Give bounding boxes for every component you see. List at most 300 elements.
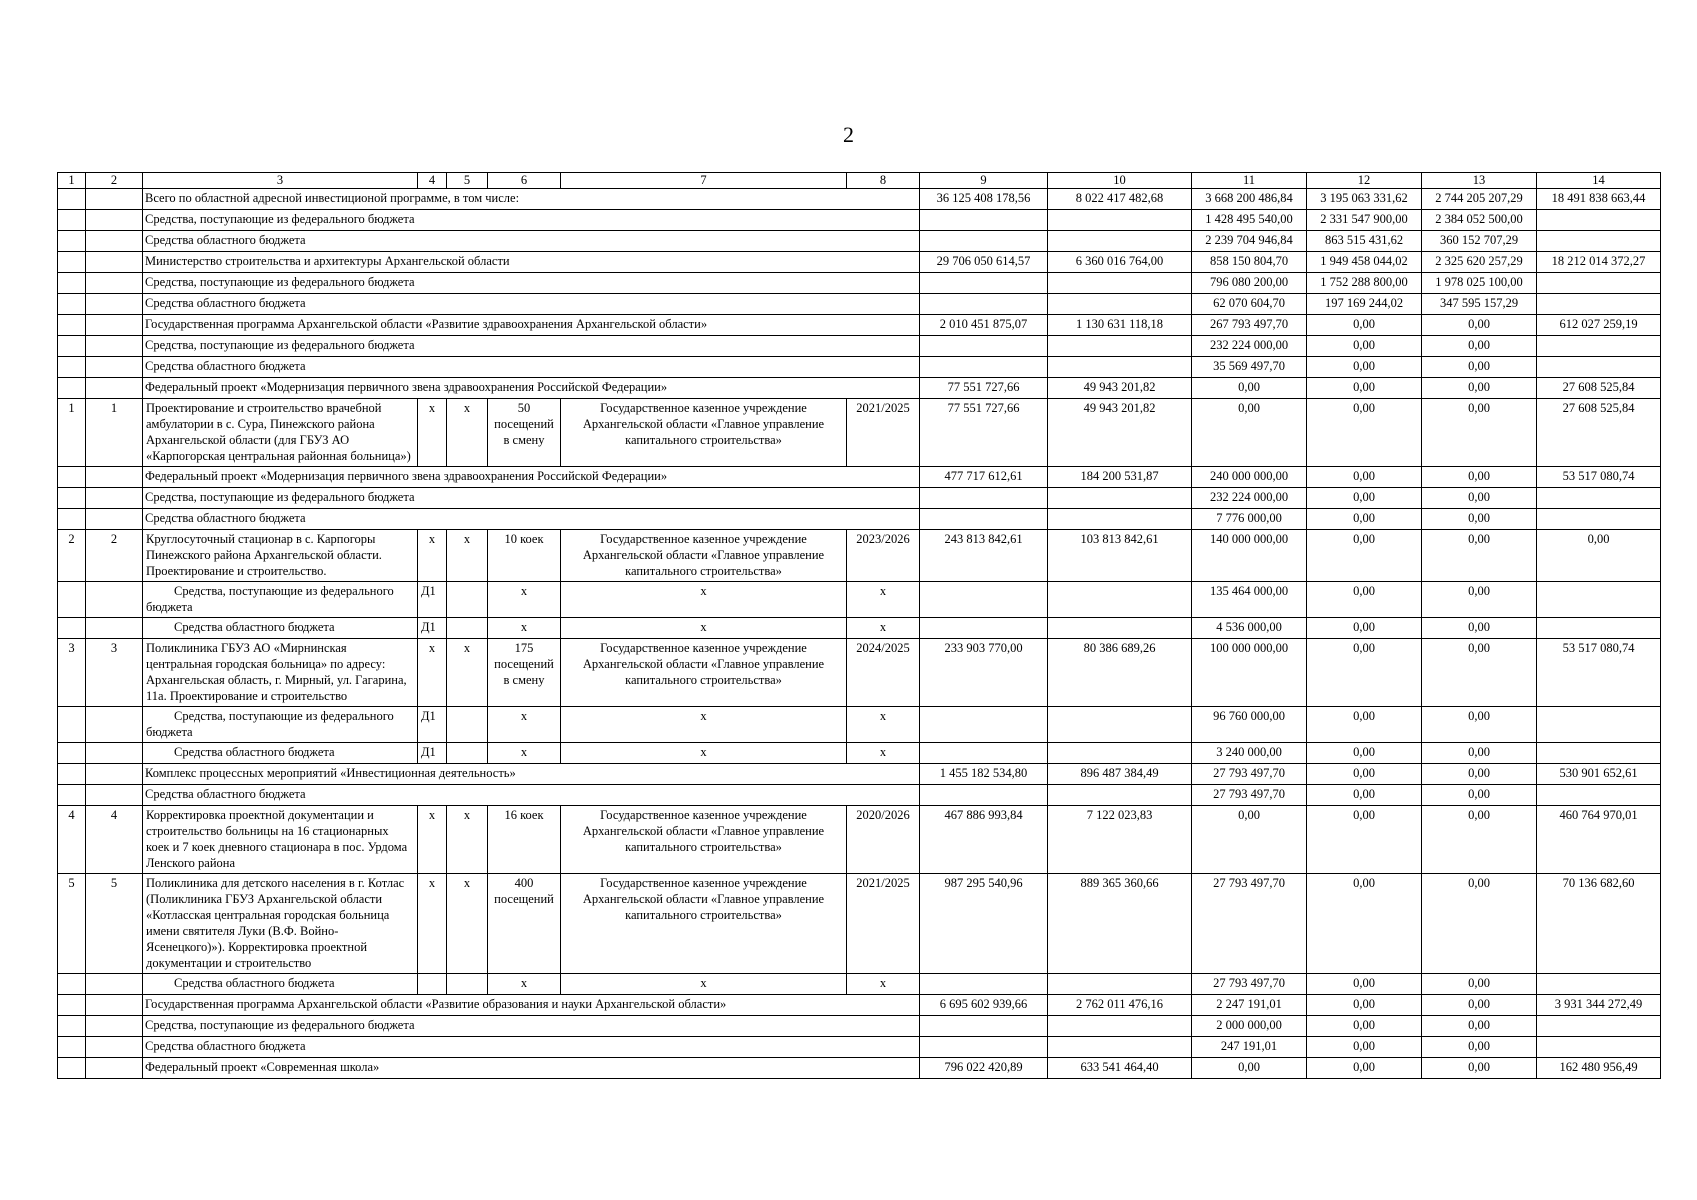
column-number-header: 7 [561,173,847,189]
summary-label: Средства, поступающие из федерального бюджета [143,1016,920,1037]
amount-cell: 6 360 016 764,00 [1048,252,1192,273]
amount-cell: 96 760 000,00 [1192,707,1307,743]
empty-cell [86,764,143,785]
amount-cell: 796 022 420,89 [920,1058,1048,1079]
summary-row [58,764,1661,785]
column-number-header: 13 [1422,173,1537,189]
object-row [58,399,1661,467]
customer-cell: Государственное казенное учреждение Архангельской области «Главное управление капитального строительства» [561,399,847,467]
object-number: 1 [86,399,143,467]
amount-cell: 7 776 000,00 [1192,509,1307,530]
amount-cell: 1 130 631 118,18 [1048,315,1192,336]
amount-cell: 3 931 344 272,49 [1537,995,1661,1016]
summary-row [58,252,1661,273]
capacity-cell: 16 коек [488,806,561,874]
customer-cell: х [561,974,847,995]
amount-cell [1048,210,1192,231]
empty-cell [58,315,86,336]
amount-cell: 2 000 000,00 [1192,1016,1307,1037]
amount-cell: 0,00 [1307,336,1422,357]
object-name: Круглосуточный стационар в с. Карпогоры Пинежского района Архангельской области. Проектирование и строительство. [143,530,418,582]
empty-cell [58,785,86,806]
amount-cell: 232 224 000,00 [1192,336,1307,357]
object-name: Корректировка проектной документации и строительство больницы на 16 стационарных коек и 7 коек дневного стационара в пос. Урдома Ленского района [143,806,418,874]
empty-cell [86,467,143,488]
amount-cell: 0,00 [1422,378,1537,399]
amount-cell: 0,00 [1422,707,1537,743]
amount-cell: 0,00 [1422,874,1537,974]
amount-cell: 0,00 [1307,399,1422,467]
amount-cell: 1 978 025 100,00 [1422,273,1537,294]
empty-cell [58,618,86,639]
amount-cell: 3 240 000,00 [1192,743,1307,764]
capacity-cell: х [488,618,561,639]
customer-cell: Государственное казенное учреждение Архангельской области «Главное управление капитального строительства» [561,530,847,582]
amount-cell: 77 551 727,66 [920,378,1048,399]
amount-cell: 27 793 497,70 [1192,764,1307,785]
empty-cell [86,488,143,509]
empty-cell [86,315,143,336]
period-cell: 2021/2025 [847,874,920,974]
column-number-header: 12 [1307,173,1422,189]
amount-cell: 27 608 525,84 [1537,378,1661,399]
page-number: 2 [843,122,854,147]
summary-label: Средства, поступающие из федерального бюджета [143,273,920,294]
amount-cell: 0,00 [1307,1058,1422,1079]
amount-cell [1537,210,1661,231]
amount-cell: 0,00 [1307,785,1422,806]
amount-cell [1537,785,1661,806]
amount-cell: 0,00 [1307,974,1422,995]
period-cell: х [847,707,920,743]
empty-cell [86,336,143,357]
amount-cell: 0,00 [1422,618,1537,639]
amount-cell: 0,00 [1422,806,1537,874]
period-cell: 2020/2026 [847,806,920,874]
amount-cell [920,231,1048,252]
empty-cell [58,231,86,252]
amount-cell [920,974,1048,995]
amount-cell: 27 793 497,70 [1192,785,1307,806]
amount-cell: 36 125 408 178,56 [920,189,1048,210]
amount-cell: 2 744 205 207,29 [1422,189,1537,210]
amount-cell [920,336,1048,357]
amount-cell: 0,00 [1422,974,1537,995]
amount-cell [920,1037,1048,1058]
row-number: 3 [58,639,86,707]
summary-row [58,357,1661,378]
funding-source-label: Средства областного бюджета [143,618,418,639]
summary-label: Федеральный проект «Современная школа» [143,1058,920,1079]
customer-cell: Государственное казенное учреждение Архангельской области «Главное управление капитального строительства» [561,874,847,974]
empty-cell [58,1058,86,1079]
empty-cell [58,1037,86,1058]
row-number: 4 [58,806,86,874]
customer-cell: х [561,582,847,618]
period-cell: 2021/2025 [847,399,920,467]
summary-label: Министерство строительства и архитектуры Архангельской области [143,252,920,273]
code-cell: Д1 [418,582,447,618]
amount-cell: 0,00 [1307,806,1422,874]
period-cell: 2023/2026 [847,530,920,582]
amount-cell: 863 515 431,62 [1307,231,1422,252]
empty-cell [86,743,143,764]
amount-cell [1537,488,1661,509]
amount-cell: 612 027 259,19 [1537,315,1661,336]
empty-cell [447,743,488,764]
amount-cell: 0,00 [1422,357,1537,378]
empty-cell [86,1016,143,1037]
column-number-header: 6 [488,173,561,189]
amount-cell [920,582,1048,618]
empty-cell [58,336,86,357]
amount-cell: 4 536 000,00 [1192,618,1307,639]
summary-label: Федеральный проект «Модернизация первичного звена здравоохранения Российской Федерации» [143,467,920,488]
period-cell: х [847,974,920,995]
object-name: Проектирование и строительство врачебной амбулатории в с. Сура, Пинежского района Архангельской области (для ГБУЗ АО «Карпогорская центральная районная больница») [143,399,418,467]
summary-label: Средства, поступающие из федерального бюджета [143,210,920,231]
customer-cell: Государственное казенное учреждение Архангельской области «Главное управление капитального строительства» [561,806,847,874]
summary-row [58,995,1661,1016]
customer-cell: х [561,707,847,743]
empty-cell [58,974,86,995]
summary-label: Средства областного бюджета [143,294,920,315]
object-number: 2 [86,530,143,582]
empty-cell [86,618,143,639]
empty-cell [58,995,86,1016]
amount-cell: 2 239 704 946,84 [1192,231,1307,252]
summary-row [58,315,1661,336]
amount-cell [920,707,1048,743]
summary-row [58,210,1661,231]
amount-cell [920,294,1048,315]
amount-cell: 0,00 [1307,1037,1422,1058]
summary-row [58,1016,1661,1037]
amount-cell: 0,00 [1307,995,1422,1016]
empty-cell [58,210,86,231]
amount-cell: 18 491 838 663,44 [1537,189,1661,210]
amount-cell: 7 122 023,83 [1048,806,1192,874]
investment-program-table [57,172,1661,1079]
capacity-cell: х [488,743,561,764]
amount-cell: 80 386 689,26 [1048,639,1192,707]
amount-cell: 0,00 [1307,315,1422,336]
code-cell: Д1 [418,743,447,764]
amount-cell [920,509,1048,530]
amount-cell: 1 455 182 534,80 [920,764,1048,785]
summary-row [58,378,1661,399]
amount-cell: 49 943 201,82 [1048,399,1192,467]
amount-cell: 1 428 495 540,00 [1192,210,1307,231]
amount-cell: 0,00 [1422,336,1537,357]
amount-cell: 347 595 157,29 [1422,294,1537,315]
row-number: 2 [58,530,86,582]
summary-label: Комплекс процессных мероприятий «Инвестиционная деятельность» [143,764,920,785]
amount-cell [1537,743,1661,764]
amount-cell: 135 464 000,00 [1192,582,1307,618]
empty-cell [58,1016,86,1037]
amount-cell: 0,00 [1422,764,1537,785]
capacity-cell: х [488,582,561,618]
amount-cell [1537,1037,1661,1058]
object-row [58,874,1661,974]
amount-cell [1048,1016,1192,1037]
column-number-header: 4 [418,173,447,189]
amount-cell: 243 813 842,61 [920,530,1048,582]
amount-cell: 467 886 993,84 [920,806,1048,874]
amount-cell: 0,00 [1192,1058,1307,1079]
empty-cell [86,294,143,315]
amount-cell: 2 762 011 476,16 [1048,995,1192,1016]
summary-label: Государственная программа Архангельской области «Развитие здравоохранения Архангельской области» [143,315,920,336]
customer-cell: Государственное казенное учреждение Архангельской области «Главное управление капитального строительства» [561,639,847,707]
empty-cell [58,294,86,315]
amount-cell: 0,00 [1307,488,1422,509]
empty-cell [86,509,143,530]
amount-cell: 0,00 [1192,806,1307,874]
object-name: Поликлиника ГБУЗ АО «Мирнинская центральная городская больница» по адресу: Архангельская область, г. Мирный, ул. Гагарина, 11а. Проектирование и строительство [143,639,418,707]
amount-cell: 3 668 200 486,84 [1192,189,1307,210]
empty-cell [86,189,143,210]
column-number-header: 11 [1192,173,1307,189]
funding-source-row [58,707,1661,743]
amount-cell: 100 000 000,00 [1192,639,1307,707]
amount-cell: 0,00 [1422,995,1537,1016]
amount-cell: 103 813 842,61 [1048,530,1192,582]
summary-label: Средства областного бюджета [143,509,920,530]
amount-cell: 49 943 201,82 [1048,378,1192,399]
amount-cell [920,273,1048,294]
amount-cell: 0,00 [1422,1016,1537,1037]
code-cell: х [418,639,447,707]
amount-cell: 0,00 [1422,399,1537,467]
summary-row [58,467,1661,488]
amount-cell [1537,294,1661,315]
amount-cell: 360 152 707,29 [1422,231,1537,252]
amount-cell [1048,294,1192,315]
summary-label: Государственная программа Архангельской области «Развитие образования и науки Архангельской области» [143,995,920,1016]
empty-cell [58,189,86,210]
amount-cell [1048,231,1192,252]
empty-cell [447,974,488,995]
summary-row [58,509,1661,530]
capacity-cell: 50 посещений в смену [488,399,561,467]
funding-source-label: Средства областного бюджета [143,974,418,995]
amount-cell: 0,00 [1307,378,1422,399]
empty-cell [58,488,86,509]
amount-cell: 0,00 [1307,1016,1422,1037]
column-number-header: 8 [847,173,920,189]
amount-cell: 0,00 [1307,357,1422,378]
object-number: 4 [86,806,143,874]
amount-cell [920,357,1048,378]
amount-cell: 0,00 [1307,467,1422,488]
amount-cell: 77 551 727,66 [920,399,1048,467]
amount-cell: 0,00 [1307,530,1422,582]
object-row [58,530,1661,582]
amount-cell: 6 695 602 939,66 [920,995,1048,1016]
amount-cell [1537,974,1661,995]
summary-label: Всего по областной адресной инвестиционой программе, в том числе: [143,189,920,210]
amount-cell [1048,357,1192,378]
column-number-header: 5 [447,173,488,189]
code-cell: Д1 [418,618,447,639]
empty-cell [86,252,143,273]
column-number-header: 14 [1537,173,1661,189]
amount-cell: 8 022 417 482,68 [1048,189,1192,210]
funding-source-row [58,743,1661,764]
amount-cell [1537,336,1661,357]
funding-source-label: Средства областного бюджета [143,743,418,764]
amount-cell: 2 010 451 875,07 [920,315,1048,336]
amount-cell: 2 384 052 500,00 [1422,210,1537,231]
code-cell: х [447,639,488,707]
amount-cell: 2 247 191,01 [1192,995,1307,1016]
column-number-header: 3 [143,173,418,189]
amount-cell: 0,00 [1307,764,1422,785]
customer-cell: х [561,743,847,764]
amount-cell: 0,00 [1307,618,1422,639]
empty-cell [86,995,143,1016]
period-cell: х [847,743,920,764]
empty-cell [86,378,143,399]
code-cell: х [418,530,447,582]
summary-label: Средства областного бюджета [143,231,920,252]
amount-cell: 2 325 620 257,29 [1422,252,1537,273]
amount-cell [1048,509,1192,530]
empty-cell [447,582,488,618]
amount-cell: 0,00 [1307,639,1422,707]
amount-cell: 240 000 000,00 [1192,467,1307,488]
amount-cell [1537,1016,1661,1037]
empty-cell [58,707,86,743]
amount-cell [1048,743,1192,764]
empty-cell [58,467,86,488]
amount-cell: 267 793 497,70 [1192,315,1307,336]
amount-cell: 27 608 525,84 [1537,399,1661,467]
column-number-header: 2 [86,173,143,189]
amount-cell [1537,707,1661,743]
amount-cell: 232 224 000,00 [1192,488,1307,509]
amount-cell: 530 901 652,61 [1537,764,1661,785]
empty-cell [58,509,86,530]
summary-label: Федеральный проект «Модернизация первичного звена здравоохранения Российской Федерации» [143,378,920,399]
row-number: 5 [58,874,86,974]
amount-cell: 0,00 [1307,707,1422,743]
amount-cell [920,1016,1048,1037]
code-cell: Д1 [418,707,447,743]
summary-row [58,231,1661,252]
amount-cell: 53 517 080,74 [1537,639,1661,707]
summary-row [58,189,1661,210]
object-number: 5 [86,874,143,974]
amount-cell: 18 212 014 372,27 [1537,252,1661,273]
amount-cell: 0,00 [1537,530,1661,582]
empty-cell [447,618,488,639]
object-number: 3 [86,639,143,707]
customer-cell: х [561,618,847,639]
amount-cell: 0,00 [1422,582,1537,618]
amount-cell: 3 195 063 331,62 [1307,189,1422,210]
amount-cell: 184 200 531,87 [1048,467,1192,488]
empty-cell [86,210,143,231]
amount-cell: 633 541 464,40 [1048,1058,1192,1079]
capacity-cell: 175 посещений в смену [488,639,561,707]
column-number-header: 1 [58,173,86,189]
amount-cell: 162 480 956,49 [1537,1058,1661,1079]
amount-cell: 987 295 540,96 [920,874,1048,974]
summary-row [58,273,1661,294]
amount-cell: 62 070 604,70 [1192,294,1307,315]
summary-label: Средства, поступающие из федерального бюджета [143,336,920,357]
capacity-cell: 400 посещений [488,874,561,974]
funding-source-row [58,582,1661,618]
empty-cell [58,582,86,618]
row-number: 1 [58,399,86,467]
amount-cell: 140 000 000,00 [1192,530,1307,582]
amount-cell: 53 517 080,74 [1537,467,1661,488]
amount-cell: 29 706 050 614,57 [920,252,1048,273]
capacity-cell: х [488,974,561,995]
code-cell: х [418,806,447,874]
amount-cell [1048,785,1192,806]
amount-cell: 0,00 [1422,530,1537,582]
amount-cell: 27 793 497,70 [1192,974,1307,995]
empty-cell [58,743,86,764]
amount-cell: 1 949 458 044,02 [1307,252,1422,273]
summary-label: Средства областного бюджета [143,357,920,378]
amount-cell: 247 191,01 [1192,1037,1307,1058]
amount-cell [920,785,1048,806]
amount-cell: 0,00 [1422,509,1537,530]
empty-cell [86,1037,143,1058]
summary-label: Средства областного бюджета [143,785,920,806]
amount-cell [1048,488,1192,509]
empty-cell [86,1058,143,1079]
empty-cell [86,231,143,252]
amount-cell: 0,00 [1192,378,1307,399]
amount-cell: 70 136 682,60 [1537,874,1661,974]
amount-cell: 35 569 497,70 [1192,357,1307,378]
amount-cell: 0,00 [1422,785,1537,806]
amount-cell [1537,509,1661,530]
amount-cell [1537,231,1661,252]
period-cell: х [847,618,920,639]
empty-cell [86,785,143,806]
summary-label: Средства областного бюджета [143,1037,920,1058]
period-cell: 2024/2025 [847,639,920,707]
amount-cell: 1 752 288 800,00 [1307,273,1422,294]
empty-cell [58,273,86,294]
summary-row [58,785,1661,806]
amount-cell: 0,00 [1422,315,1537,336]
amount-cell: 0,00 [1422,743,1537,764]
amount-cell: 0,00 [1422,467,1537,488]
amount-cell: 889 365 360,66 [1048,874,1192,974]
amount-cell [1537,618,1661,639]
period-cell: х [847,582,920,618]
code-cell: х [447,399,488,467]
amount-cell: 0,00 [1307,582,1422,618]
amount-cell: 460 764 970,01 [1537,806,1661,874]
amount-cell [1048,618,1192,639]
capacity-cell: 10 коек [488,530,561,582]
amount-cell [1048,1037,1192,1058]
capacity-cell: х [488,707,561,743]
object-row [58,806,1661,874]
funding-source-label: Средства, поступающие из федерального бюджета [143,582,418,618]
amount-cell: 233 903 770,00 [920,639,1048,707]
